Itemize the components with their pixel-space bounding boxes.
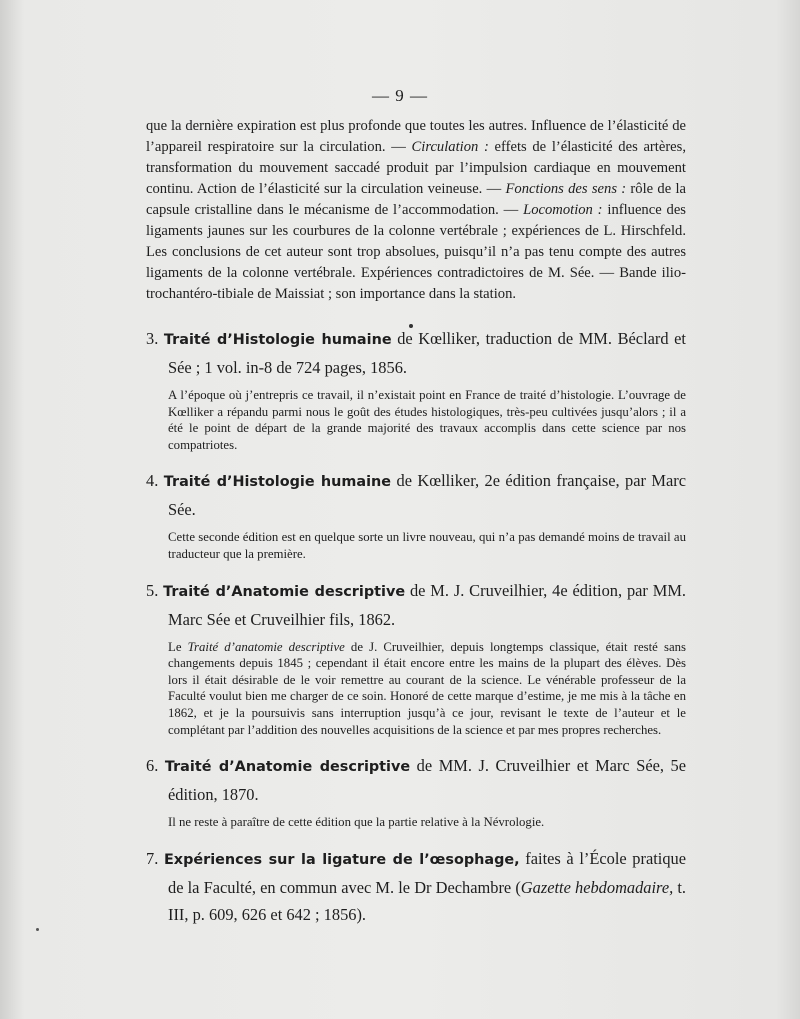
entry-number: 5.: [146, 580, 159, 600]
entry-6: [146, 752, 686, 831]
entry-5: [146, 577, 686, 739]
intro-heading-locomotion: Locomotion :: [523, 202, 603, 218]
entry-journal-title: Gazette hebdomadaire,: [520, 877, 674, 897]
entry-details: de Kœlliker, traduction de MM. Béclard et Sée ; 1 vol. in-8 de 724 pages, 1856.: [168, 329, 686, 377]
intro-text-1: que la dernière expiration est plus profonde que toutes les autres. Influence de l’élasticité de l’appareil respiratoire sur la circulation. —: [146, 118, 686, 155]
entry-details: de Kœlliker, 2e édition française, par Marc Sée.: [168, 471, 686, 520]
entry-note-text: de J. Cruveilhier, depuis longtemps classique, était resté sans changements depuis 1845 ; cependant il était encore entre les mains de la plupart des élèves. Dès lors il était désirable de le voir remettre au courant de la science. Le vénérable professeur de la Faculté voulut bien me charger de ce soin. Honoré de cette marque d’estime, je me mis à la tâche en 1862, et je la poursuivis sans interruption jusqu’à ce jour, revisant le texte de l’auteur et le complétant par l’addition des nouvelles acquisitions de la science et par mes propres recherches.: [168, 639, 686, 737]
entry-details: de MM. J. Cruveilhier et Marc Sée, 5e édition, 1870.: [168, 756, 686, 805]
intro-paragraph: [146, 116, 686, 305]
entry-heading: [146, 467, 686, 523]
entry-heading: [146, 577, 686, 633]
entry-title: Traité d’Histologie humaine: [163, 474, 392, 491]
entry-note: A l’époque où j’entrepris ce travail, il n’existait point en France de traité d’histologie. L’ouvrage de Kœlliker a répandu parmi nous le goût des études histologiques, très-peu cultivées jusqu’alors ; il a été le point de départ de la grande majorité des travaux accomplis dans cette science par nos compatriotes.: [168, 388, 686, 452]
entry-note: Il ne reste à paraître de cette édition que la partie relative à la Névrologie.: [168, 815, 545, 830]
intro-text-2: effets de l’élasticité des artères, transformation du mouvement saccadé produit par l’impulsion cardiaque en mouvement continu. Action de l’élasticité sur la circulation veineuse. —: [146, 139, 686, 197]
entry-details: faites à l’École pratique de la Faculté, en commun avec M. le Dr Dechambre (: [168, 848, 687, 897]
entry-number: 3.: [146, 329, 159, 348]
entry-note: [146, 639, 686, 739]
entry-heading: [146, 325, 686, 381]
ink-dot: [409, 324, 413, 328]
entry-4: [146, 467, 686, 562]
entry-number: 4.: [146, 471, 159, 491]
entry-note-text: Le: [168, 639, 188, 654]
entry-details: t. III, p. 609, 626 et 642 ; 1856).: [168, 877, 687, 924]
intro-heading-circulation: Circulation :: [411, 139, 489, 155]
entry-title: Traité d’Anatomie descriptive: [163, 583, 406, 600]
entry-3: [146, 325, 686, 453]
entry-details: de M. J. Cruveilhier, 4e édition, par MM. Marc Sée et Cruveilhier fils, 1862.: [168, 580, 686, 629]
entry-note-book-title: Traité d’anatomie descriptive: [187, 639, 345, 654]
entry-heading: [146, 845, 686, 928]
entry-note: Cette seconde édition est en quelque sorte un livre nouveau, qui n’a pas demandé moins de travail au traducteur que la première.: [168, 530, 686, 561]
intro-text-4: influence des ligaments jaunes sur les courbures de la colonne vertébrale ; expériences de L. Hirschfeld. Les conclusions de cet auteur sont trop absolues, puisqu’il n’a pas tenu compte des autres ligaments de la colonne vertébrale. Expériences contradictoires de M. Sée. — Bande ilio-trochantéro-tibiale de Maissiat ; son importance dans la station.: [146, 202, 686, 302]
entry-title: Traité d’Anatomie descriptive: [164, 759, 411, 776]
ink-speck: [36, 928, 39, 931]
page-content: [146, 116, 686, 928]
entry-title: Expériences sur la ligature de l’œsophage,: [163, 851, 520, 868]
entry-title: Traité d’Histologie humaine: [163, 332, 392, 348]
intro-heading-fonctions-des-sens: Fonctions des sens :: [505, 181, 627, 197]
page-number: — 9 —: [372, 86, 428, 105]
intro-text-3: rôle de la capsule cristalline dans le mécanisme de l’accommodation. —: [146, 181, 686, 218]
entry-number: 6.: [146, 756, 159, 776]
entry-heading: [146, 752, 686, 808]
entry-7: [146, 845, 686, 928]
entry-number: 7.: [146, 848, 159, 868]
